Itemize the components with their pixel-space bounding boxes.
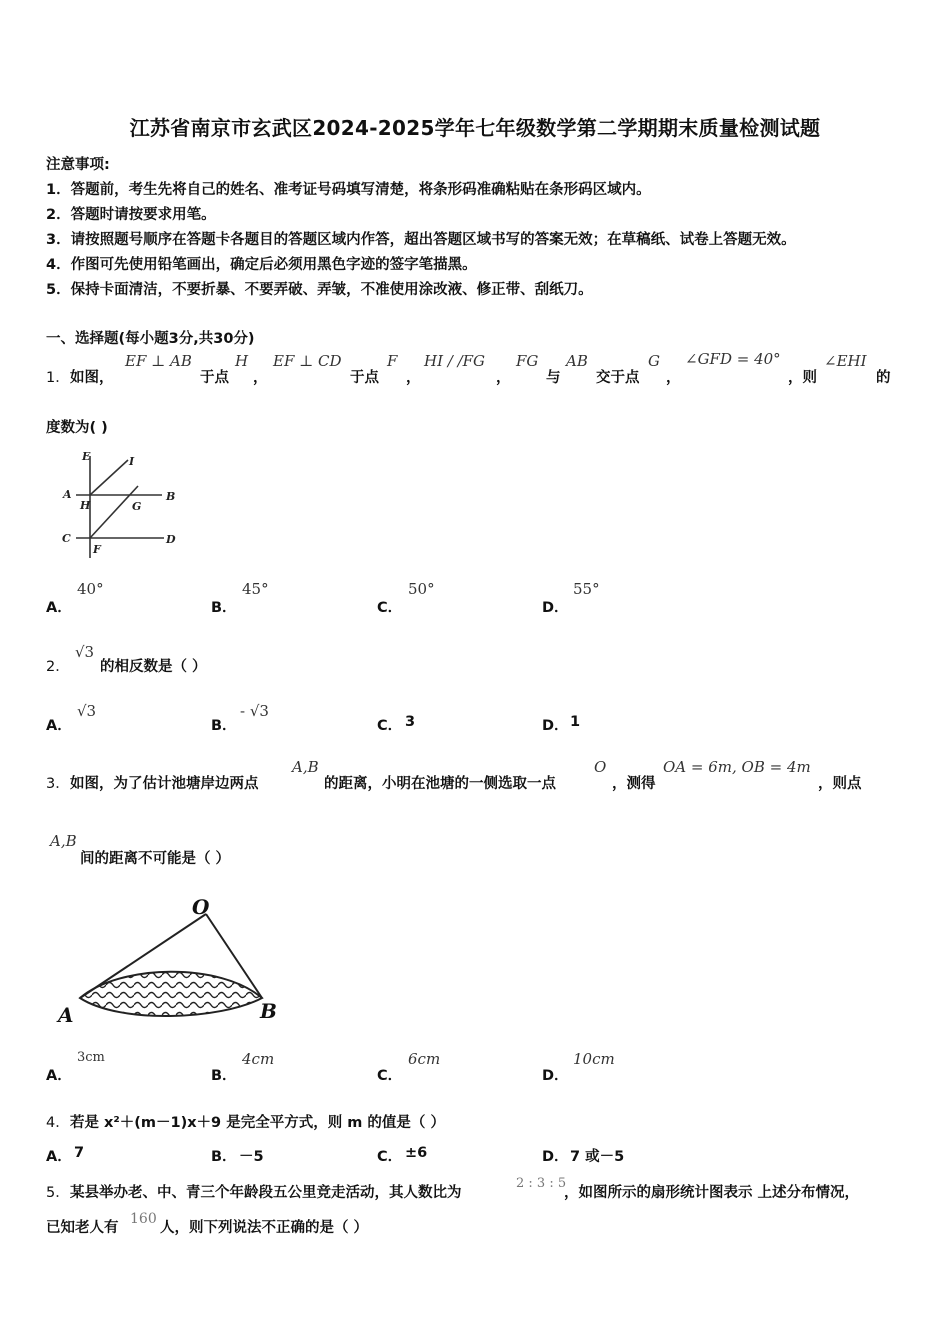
option-c[interactable]: C．: [377, 1068, 403, 1084]
option-b-value: - √3: [240, 702, 269, 720]
question-text: 的距离，小明在池塘的一侧选取一点: [324, 776, 556, 792]
question-text: ，: [666, 370, 681, 386]
question-text: 于点: [200, 370, 229, 386]
math-expr: HI / /FG: [424, 352, 486, 370]
label-a: A: [58, 1003, 74, 1027]
math-expr: A,B: [292, 758, 319, 776]
option-b-value: 4cm: [242, 1050, 275, 1068]
label-g: G: [132, 500, 142, 513]
question-text: 的: [876, 370, 891, 386]
option-b-value: 45°: [242, 580, 269, 598]
question-text: ，: [253, 370, 268, 386]
notes-heading: 注意事项:: [46, 157, 110, 173]
option-c-value: ±6: [405, 1145, 428, 1161]
math-expr: AB: [566, 352, 588, 370]
option-a-value: 40°: [77, 580, 104, 598]
math-expr: F: [387, 352, 398, 370]
label-b: B: [260, 999, 277, 1023]
option-d-value: 1: [570, 714, 581, 730]
option-d[interactable]: D．: [542, 718, 569, 734]
question-text: 间的距离不可能是（ ）: [80, 851, 231, 867]
option-d-value: 10cm: [573, 1050, 615, 1068]
question-text: 已知老人有: [46, 1220, 119, 1236]
math-expr: EF ⊥ AB: [125, 352, 192, 370]
question-number: 2．: [46, 659, 70, 675]
question-text: ，: [496, 370, 511, 386]
option-d[interactable]: D．: [542, 1068, 569, 1084]
note-item: 5．保持卡面清洁，不要折暴、不要弄破、弄皱，不准使用涂改液、修正带、刮纸刀。: [46, 282, 593, 298]
label-o: O: [192, 895, 210, 919]
label-f: F: [93, 543, 101, 556]
option-c-value: 6cm: [408, 1050, 441, 1068]
question-text: 度数为( ): [46, 420, 108, 436]
option-c-value: 3: [405, 714, 416, 730]
note-item: 2．答题时请按要求用笔。: [46, 207, 216, 223]
question-number: 3．: [46, 776, 70, 792]
option-d[interactable]: D．: [542, 600, 569, 616]
question-text: 与: [546, 370, 561, 386]
question-text: ，如图所示的扇形统计图表示 上述分布情况，: [564, 1185, 860, 1201]
question-number: 5．: [46, 1185, 70, 1201]
note-item: 3．请按照题号顺序在答题卡各题目的答题区域内作答，超出答题区域书写的答案无效；在草稿纸、试卷上答题无效。: [46, 232, 796, 248]
math-expr: 160: [130, 1211, 157, 1227]
math-expr: FG: [516, 352, 539, 370]
option-a-value: 3cm: [77, 1050, 105, 1065]
page-title: 江苏省南京市玄武区2024-2025学年七年级数学第二学期期末质量检测试题: [129, 116, 821, 140]
question-text: 如图，为了估计池塘岸边两点: [70, 776, 259, 792]
question-text: 的相反数是（ ）: [100, 659, 207, 675]
option-d[interactable]: D．: [542, 1149, 569, 1165]
math-expr: 2 : 3 : 5: [516, 1176, 567, 1191]
question-number: 1．: [46, 370, 70, 386]
option-d-value: 7 或－5: [570, 1149, 625, 1165]
question-text: 交于点: [596, 370, 640, 386]
option-b-value: －5: [239, 1149, 264, 1165]
line-hi: [90, 460, 128, 495]
section-heading: 一、选择题(每小题3分,共30分): [46, 331, 255, 347]
question-text: 于点: [350, 370, 379, 386]
math-expr: EF ⊥ CD: [273, 352, 342, 370]
option-b[interactable]: B．: [211, 718, 237, 734]
math-expr: ∠GFD = 40°: [685, 350, 781, 368]
label-b: B: [166, 490, 176, 503]
question-number: 4．: [46, 1115, 70, 1131]
geometry-figure: [56, 446, 186, 561]
question-text: ，则点: [818, 776, 862, 792]
option-a[interactable]: A．: [46, 600, 72, 616]
label-h: H: [80, 499, 91, 512]
math-expr: √3: [75, 643, 95, 661]
option-a[interactable]: A．: [46, 1068, 72, 1084]
option-a[interactable]: A．: [46, 1149, 72, 1165]
math-expr: OA = 6m, OB = 4m: [663, 758, 811, 776]
label-c: C: [62, 532, 71, 545]
line-fg: [90, 486, 138, 538]
note-item: 1．答题前，考生先将自己的姓名、准考证号码填写清楚，将条形码准确粘贴在条形码区域内。: [46, 182, 651, 198]
option-d-value: 55°: [573, 580, 600, 598]
question-text: ，测得: [612, 776, 656, 792]
option-b[interactable]: B．: [211, 600, 237, 616]
label-e: E: [82, 450, 91, 463]
question-text: 如图，: [70, 370, 114, 386]
option-a-value: 7: [74, 1145, 85, 1161]
math-expr: O: [594, 758, 607, 776]
label-a: A: [63, 488, 72, 501]
label-i: I: [129, 455, 135, 468]
math-expr: G: [648, 352, 660, 370]
question-text: 若是 x²＋(m－1)x＋9 是完全平方式，则 m 的值是（ ）: [70, 1115, 445, 1131]
math-expr: A,B: [50, 832, 77, 850]
question-text: 人，则下列说法不正确的是（ ）: [160, 1220, 369, 1236]
label-d: D: [166, 533, 176, 546]
option-c[interactable]: C．: [377, 600, 403, 616]
question-text: ，: [406, 370, 421, 386]
option-b[interactable]: B．: [211, 1068, 237, 1084]
note-item: 4．作图可先使用铅笔画出，确定后必须用黑色字迹的签字笔描黑。: [46, 257, 477, 273]
option-c[interactable]: C．: [377, 718, 403, 734]
pond-shape: [80, 972, 262, 1016]
option-c-value: 50°: [408, 580, 435, 598]
math-expr: H: [235, 352, 249, 370]
option-a[interactable]: A．: [46, 718, 72, 734]
option-b[interactable]: B．: [211, 1149, 237, 1165]
option-a-value: √3: [77, 702, 97, 720]
question-text: 某县举办老、中、青三个年龄段五公里竞走活动，其人数比为: [70, 1185, 462, 1201]
question-text: ，则: [788, 370, 817, 386]
option-c[interactable]: C．: [377, 1149, 403, 1165]
pond-figure: [50, 890, 290, 1030]
math-expr: ∠EHI: [824, 352, 867, 370]
